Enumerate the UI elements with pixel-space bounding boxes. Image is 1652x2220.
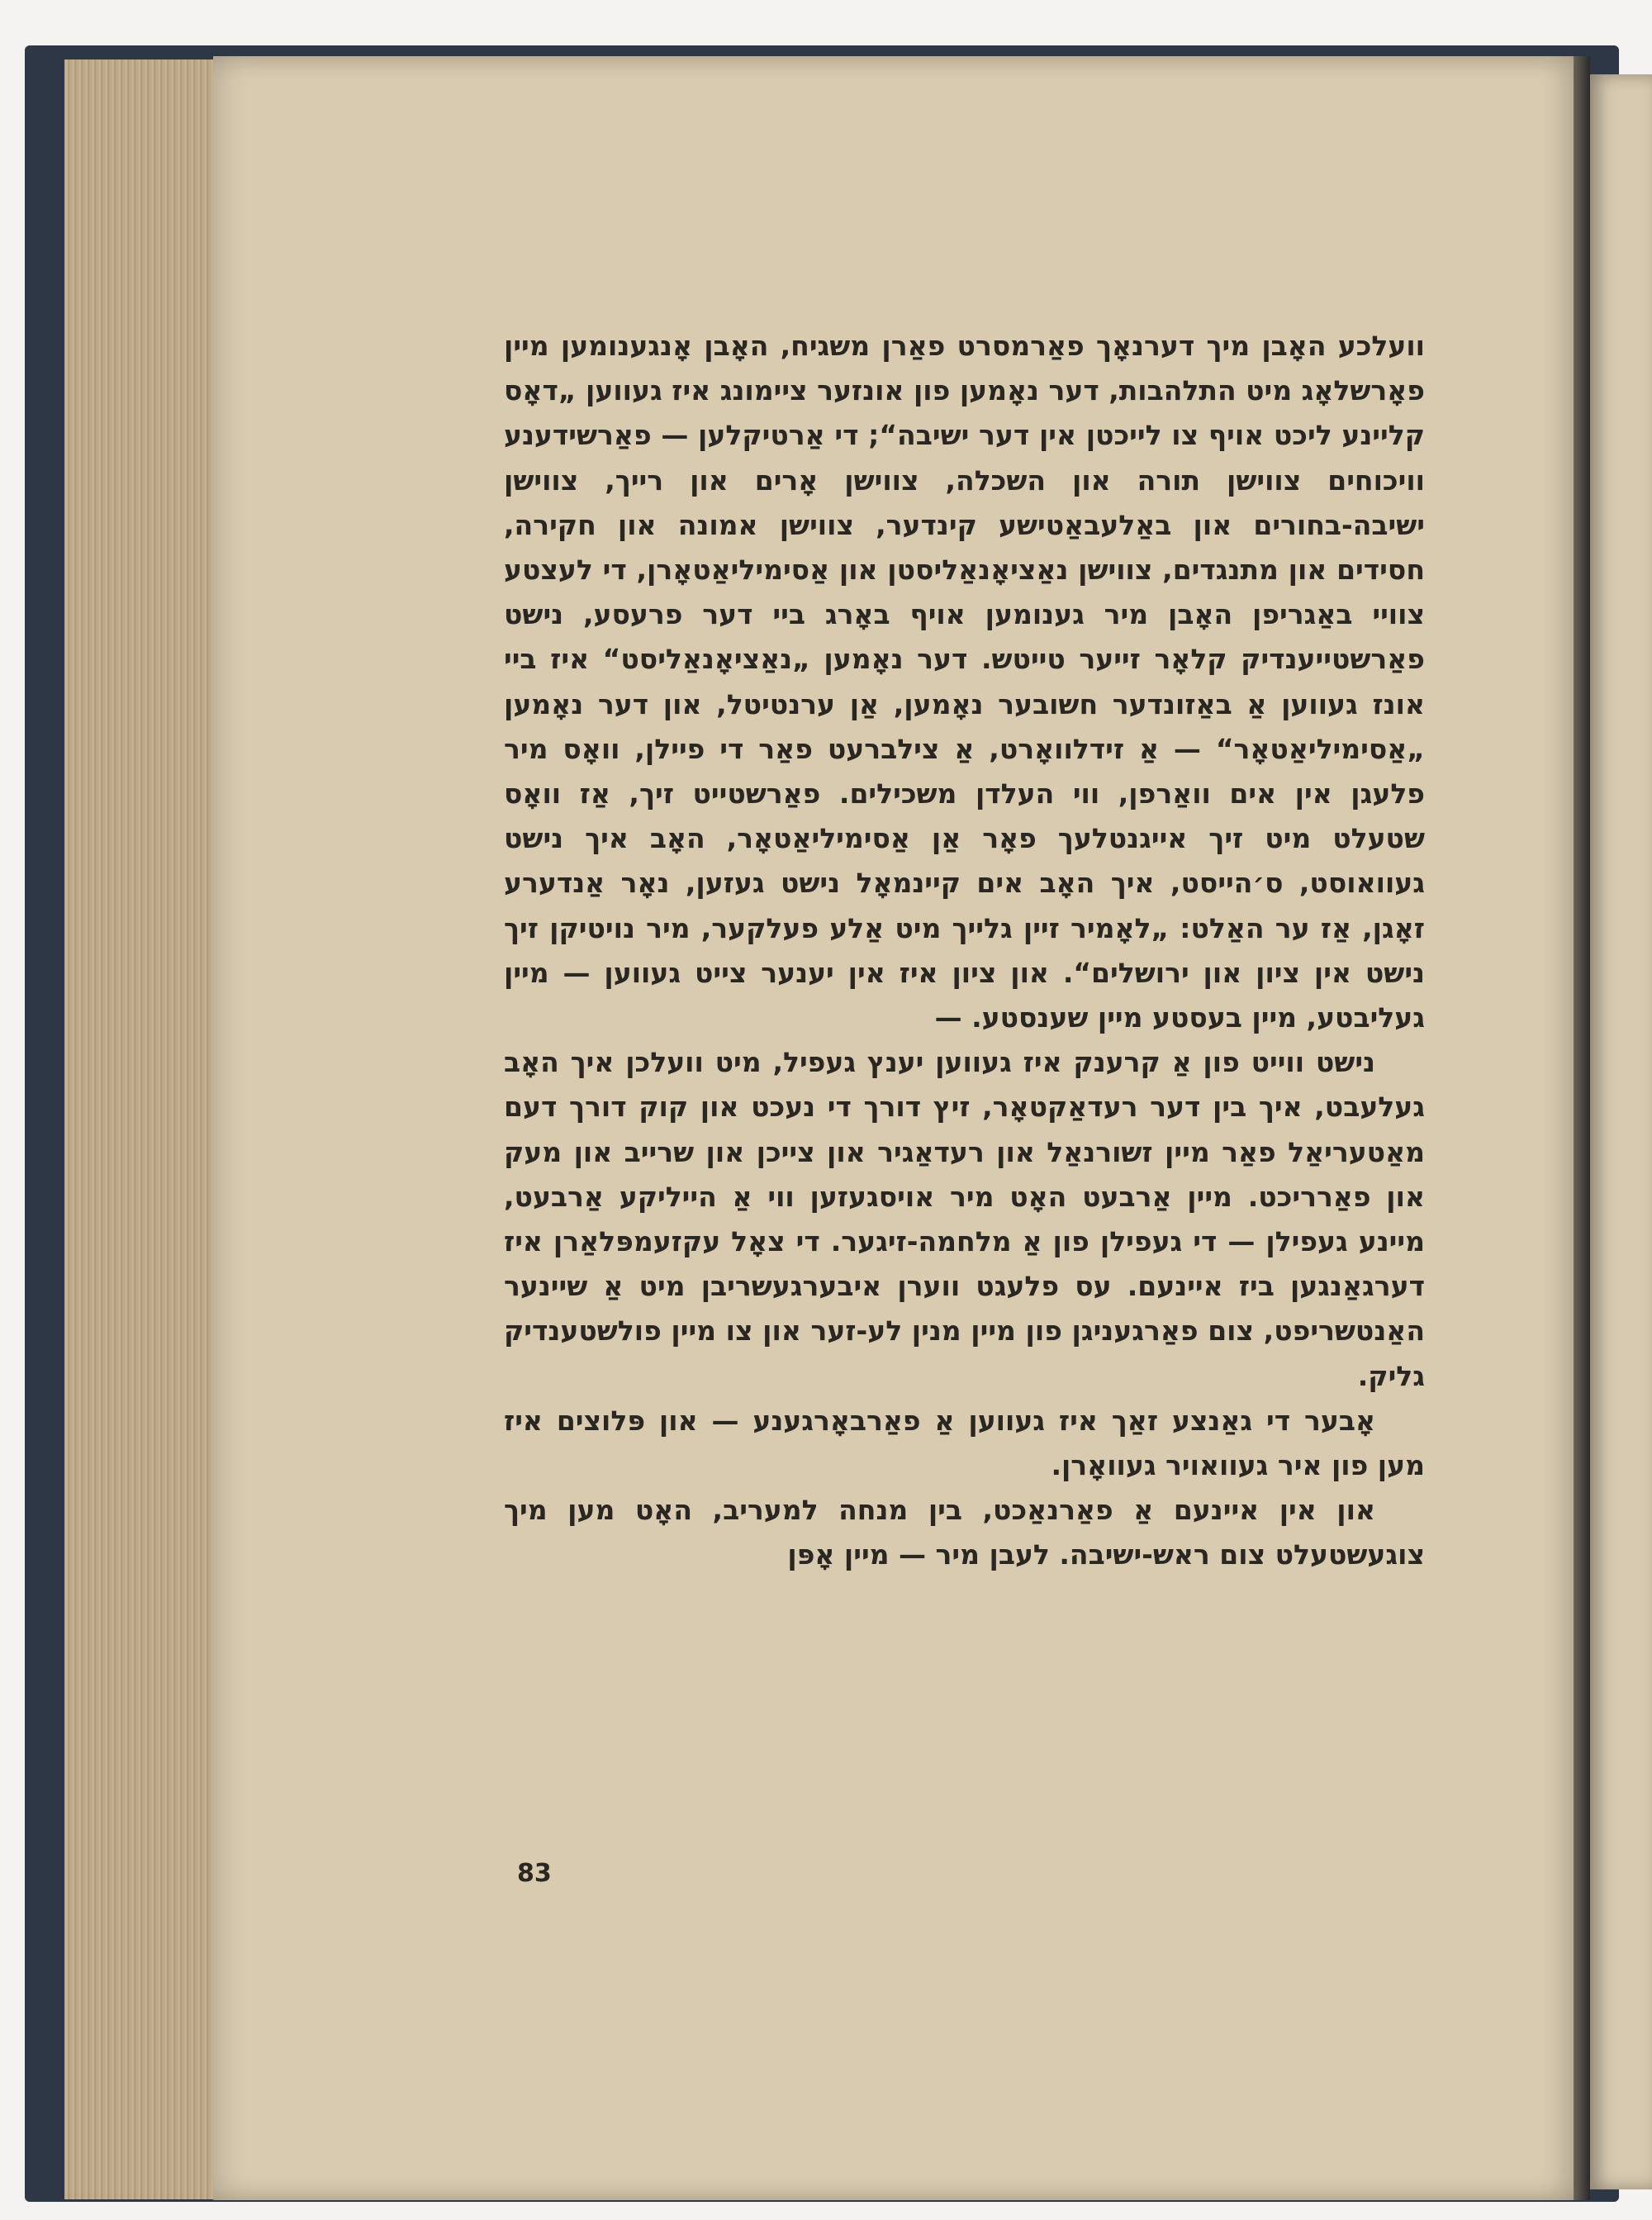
page-edges: [64, 59, 221, 2199]
facing-page-edge: [1590, 74, 1652, 2189]
paragraph: און אין איינעם אַ פאַרנאַכט, בין מנחה למעריב, האָט מען מיך צוגעשטעלט צום ראש-ישיבה. לעבן מיר — מיין אָפּן: [504, 1494, 1425, 1571]
paragraph: אָבער די גאַנצע זאַך איז געווען אַ פאַרבאָרגענע — און פּלוצים איז מען פון איר געוואויר געוואָרן.: [504, 1404, 1425, 1482]
paragraph: נישט ווייט פון אַ קרענק איז געווען יענץ געפיל, מיט וועלכן איך האָב געלעבט, איך בין דער רעדאַקטאָר, זיץ דורך די נעכט און קוק דורך דעם מאַטעריאַל פאַר מיין זשורנאַל און רעדאַגיר און צייכן און שרייב און מעק און פאַרריכט. מיין אַרבעט האָט מיר אויסגעזען ווי אַ הייליקע אַרבעט, מיינע געפילן — די געפילן פון אַ מלחמה-זיגער. די צאָל עקזעמפּלאַרן איז דערגאַנגען ביז איינעם. עס פלעגט ווערן איבערגעשריבן מיט אַ שיינער האַנטשריפט, צום פאַרגעניגן פון מיין מנין לע-זער און צו מיין פולשטענדיק גליק.: [504, 1046, 1425, 1392]
page-number: 83: [517, 1859, 552, 1888]
paragraph: וועלכע האָבן מיך דערנאָך פאַרמסרט פאַרן משגיח, האָבן אָנגענומען מיין פאָרשלאָג מיט התלהבות, דער נאָמען פון אונזער ציימונג איז געווען „דאָס קליינע ליכט אויף צו לייכטן אין דער ישיבה“; די אַרטיקלען — פאַרשידענע וויכוחים צווישן תורה און השכלה, צווישן אָרים און רייך, צווישן ישיבה-בחורים און באַלעבאַטישע קינדער, צווישן אמונה און חקירה, חסידים און מתנגדים, צווישן נאַציאָנאַליסטן און אַסימיליאַטאָרן, די לעצטע צוויי באַגריפן האָבן מיר גענומען אויף באָרג ביי דער פרעסע, נישט פאַרשטייענדיק קלאָר זייער טייטש. דער נאָמען „נאַציאָנאַליסט“ איז ביי אונז געווען אַ באַזונדער חשובער נאָמען, אַן ערנטיטל, און דער נאָמען „אַסימיליאַטאָר“ — אַ זידלוואָרט, אַ צילברעט פאַר די פיילן, וואָס מיר פלעגן אין אים וואַרפן, ווי העלדן משכילים. פאַרשטייט זיך, אַז וואָס שטעלט מיט זיך אייגנטלעך פאָר אַן אַסימיליאַטאָר, האָב איך נישט געוואוסט, ס׳הייסט, איך האָב אים קיינמאָל נישט געזען, נאָר אַנדערע זאָגן, אַז ער האַלט: „לאָמיר זיין גלייך מיט אַלע פעלקער, מיר נויטיקן זיך נישט אין ציון און ירושלים“. און ציון איז אין יענער צייט געווען — מיין געליבטע, מיין בעסטע מיין שענסטע. —: [504, 330, 1425, 1034]
book-gutter: [1574, 56, 1590, 2200]
body-text: [504, 324, 1425, 1578]
